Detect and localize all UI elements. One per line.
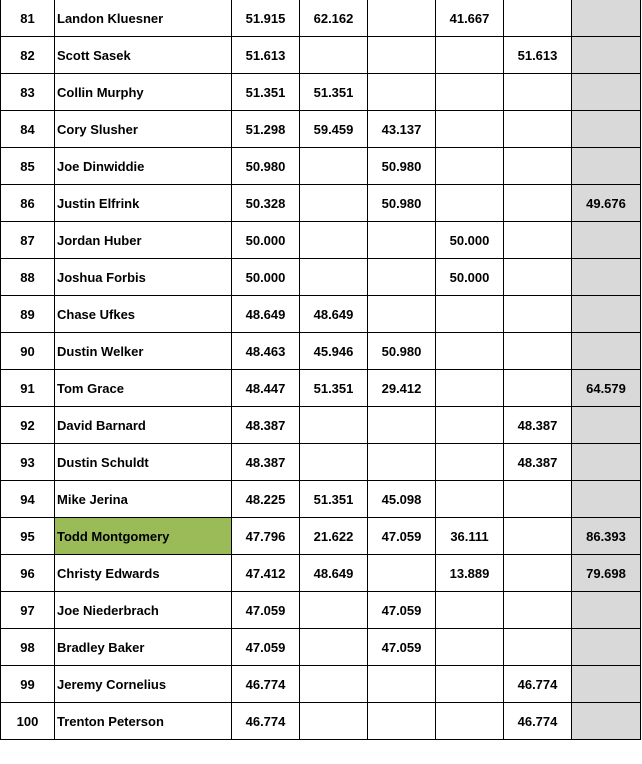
score-5-cell[interactable] bbox=[572, 666, 641, 703]
score-4-cell[interactable] bbox=[504, 111, 572, 148]
score-5-cell[interactable] bbox=[572, 0, 641, 37]
name-cell[interactable]: Jordan Huber bbox=[55, 222, 232, 259]
rank-cell[interactable]: 93 bbox=[1, 444, 55, 481]
table-row bbox=[1, 74, 641, 111]
score-5-cell[interactable] bbox=[572, 111, 641, 148]
rank-cell[interactable]: 83 bbox=[1, 74, 55, 111]
name-cell[interactable]: Dustin Schuldt bbox=[55, 444, 232, 481]
rank-cell[interactable]: 91 bbox=[1, 370, 55, 407]
score-4-cell[interactable] bbox=[504, 592, 572, 629]
score-5-cell[interactable] bbox=[572, 259, 641, 296]
rank-cell[interactable]: 89 bbox=[1, 296, 55, 333]
score-2-cell[interactable] bbox=[368, 666, 436, 703]
score-2-cell[interactable]: 43.137 bbox=[368, 111, 436, 148]
rank-cell[interactable]: 82 bbox=[1, 37, 55, 74]
score-1-cell[interactable]: 51.351 bbox=[300, 481, 368, 518]
table-row bbox=[1, 592, 641, 629]
rank-cell[interactable]: 84 bbox=[1, 111, 55, 148]
name-cell[interactable]: Dustin Welker bbox=[55, 333, 232, 370]
name-cell[interactable]: Trenton Peterson bbox=[55, 703, 232, 740]
name-cell[interactable]: Joshua Forbis bbox=[55, 259, 232, 296]
score-4-cell[interactable] bbox=[504, 74, 572, 111]
score-2-cell[interactable] bbox=[368, 407, 436, 444]
score-3-cell[interactable]: 36.111 bbox=[436, 518, 504, 555]
rank-cell[interactable]: 81 bbox=[1, 0, 55, 37]
table-row bbox=[1, 481, 641, 518]
score-5-cell[interactable]: 79.698 bbox=[572, 555, 641, 592]
rank-cell[interactable]: 85 bbox=[1, 148, 55, 185]
score-4-cell[interactable] bbox=[504, 518, 572, 555]
score-2-cell[interactable] bbox=[368, 259, 436, 296]
score-4-cell[interactable]: 51.613 bbox=[504, 37, 572, 74]
score-3-cell[interactable] bbox=[436, 370, 504, 407]
score-3-cell[interactable] bbox=[436, 333, 504, 370]
score-5-cell[interactable] bbox=[572, 296, 641, 333]
score-3-cell[interactable] bbox=[436, 74, 504, 111]
score-5-cell[interactable] bbox=[572, 333, 641, 370]
name-cell[interactable]: Joe Dinwiddie bbox=[55, 148, 232, 185]
table-row bbox=[1, 703, 641, 740]
score-2-cell[interactable]: 47.059 bbox=[368, 629, 436, 666]
score-5-cell[interactable] bbox=[572, 37, 641, 74]
table-row bbox=[1, 444, 641, 481]
score-4-cell[interactable] bbox=[504, 222, 572, 259]
table-row bbox=[1, 629, 641, 666]
score-1-cell[interactable] bbox=[300, 37, 368, 74]
score-1-cell[interactable]: 62.162 bbox=[300, 0, 368, 37]
name-cell[interactable]: Collin Murphy bbox=[55, 74, 232, 111]
name-cell[interactable]: Mike Jerina bbox=[55, 481, 232, 518]
rank-cell[interactable]: 99 bbox=[1, 666, 55, 703]
score-1-cell[interactable]: 21.622 bbox=[300, 518, 368, 555]
table-row bbox=[1, 148, 641, 185]
score-5-cell[interactable] bbox=[572, 407, 641, 444]
score-2-cell[interactable]: 50.980 bbox=[368, 148, 436, 185]
score-3-cell[interactable] bbox=[436, 185, 504, 222]
score-2-cell[interactable]: 29.412 bbox=[368, 370, 436, 407]
score-1-cell[interactable] bbox=[300, 629, 368, 666]
score-3-cell[interactable] bbox=[436, 148, 504, 185]
rank-cell[interactable]: 98 bbox=[1, 629, 55, 666]
rank-cell[interactable]: 100 bbox=[1, 703, 55, 740]
name-cell-highlighted[interactable]: Todd Montgomery bbox=[55, 518, 232, 555]
name-cell[interactable]: Cory Slusher bbox=[55, 111, 232, 148]
score-5-cell[interactable] bbox=[572, 592, 641, 629]
rank-cell[interactable]: 90 bbox=[1, 333, 55, 370]
score-5-cell[interactable] bbox=[572, 481, 641, 518]
total-score-cell[interactable]: 48.387 bbox=[232, 407, 300, 444]
score-5-cell[interactable] bbox=[572, 444, 641, 481]
score-2-cell[interactable] bbox=[368, 222, 436, 259]
score-4-cell[interactable] bbox=[504, 555, 572, 592]
name-cell[interactable]: Christy Edwards bbox=[55, 555, 232, 592]
table-row bbox=[1, 296, 641, 333]
name-cell[interactable]: Justin Elfrink bbox=[55, 185, 232, 222]
score-1-cell[interactable] bbox=[300, 407, 368, 444]
score-1-cell[interactable] bbox=[300, 148, 368, 185]
table-row bbox=[1, 407, 641, 444]
score-1-cell[interactable]: 48.649 bbox=[300, 555, 368, 592]
table-row bbox=[1, 666, 641, 703]
rank-cell[interactable]: 94 bbox=[1, 481, 55, 518]
table-row bbox=[1, 259, 641, 296]
table-row bbox=[1, 37, 641, 74]
total-score-cell[interactable]: 50.328 bbox=[232, 185, 300, 222]
score-4-cell[interactable] bbox=[504, 185, 572, 222]
score-4-cell[interactable] bbox=[504, 370, 572, 407]
score-2-cell[interactable] bbox=[368, 555, 436, 592]
score-2-cell[interactable] bbox=[368, 296, 436, 333]
name-cell[interactable]: Jeremy Cornelius bbox=[55, 666, 232, 703]
score-4-cell[interactable] bbox=[504, 481, 572, 518]
score-3-cell[interactable]: 50.000 bbox=[436, 222, 504, 259]
score-2-cell[interactable] bbox=[368, 37, 436, 74]
score-3-cell[interactable] bbox=[436, 37, 504, 74]
score-1-cell[interactable] bbox=[300, 666, 368, 703]
rank-cell[interactable]: 88 bbox=[1, 259, 55, 296]
score-1-cell[interactable]: 48.649 bbox=[300, 296, 368, 333]
score-4-cell[interactable]: 46.774 bbox=[504, 666, 572, 703]
score-2-cell[interactable]: 45.098 bbox=[368, 481, 436, 518]
score-3-cell[interactable] bbox=[436, 407, 504, 444]
score-2-cell[interactable]: 50.980 bbox=[368, 333, 436, 370]
score-4-cell[interactable] bbox=[504, 629, 572, 666]
table-row bbox=[1, 222, 641, 259]
score-4-cell[interactable] bbox=[504, 333, 572, 370]
score-2-cell[interactable]: 47.059 bbox=[368, 592, 436, 629]
table-row bbox=[1, 185, 641, 222]
score-5-cell[interactable] bbox=[572, 222, 641, 259]
score-5-cell[interactable]: 49.676 bbox=[572, 185, 641, 222]
score-3-cell[interactable]: 41.667 bbox=[436, 0, 504, 37]
total-score-cell[interactable]: 47.796 bbox=[232, 518, 300, 555]
name-cell[interactable]: Landon Kluesner bbox=[55, 0, 232, 37]
rank-cell[interactable]: 95 bbox=[1, 518, 55, 555]
score-2-cell[interactable]: 50.980 bbox=[368, 185, 436, 222]
total-score-cell[interactable]: 47.059 bbox=[232, 592, 300, 629]
score-5-cell[interactable] bbox=[572, 703, 641, 740]
rank-cell[interactable]: 92 bbox=[1, 407, 55, 444]
standings-rows bbox=[1, 0, 641, 740]
table-row bbox=[1, 518, 641, 555]
name-cell[interactable]: David Barnard bbox=[55, 407, 232, 444]
score-1-cell[interactable] bbox=[300, 259, 368, 296]
rank-cell[interactable]: 87 bbox=[1, 222, 55, 259]
score-4-cell[interactable] bbox=[504, 296, 572, 333]
total-score-cell[interactable]: 46.774 bbox=[232, 666, 300, 703]
name-cell[interactable]: Scott Sasek bbox=[55, 37, 232, 74]
total-score-cell[interactable]: 51.351 bbox=[232, 74, 300, 111]
score-5-cell[interactable] bbox=[572, 74, 641, 111]
score-3-cell[interactable]: 13.889 bbox=[436, 555, 504, 592]
table-row bbox=[1, 111, 641, 148]
name-cell[interactable]: Bradley Baker bbox=[55, 629, 232, 666]
score-2-cell[interactable]: 47.059 bbox=[368, 518, 436, 555]
score-1-cell[interactable] bbox=[300, 592, 368, 629]
table-row bbox=[1, 0, 641, 37]
score-3-cell[interactable] bbox=[436, 592, 504, 629]
total-score-cell[interactable]: 48.447 bbox=[232, 370, 300, 407]
total-score-cell[interactable]: 48.649 bbox=[232, 296, 300, 333]
total-score-cell[interactable]: 51.298 bbox=[232, 111, 300, 148]
table-row bbox=[1, 555, 641, 592]
score-1-cell[interactable]: 51.351 bbox=[300, 370, 368, 407]
name-cell[interactable]: Chase Ufkes bbox=[55, 296, 232, 333]
total-score-cell[interactable]: 48.387 bbox=[232, 444, 300, 481]
score-4-cell[interactable] bbox=[504, 259, 572, 296]
total-score-cell[interactable]: 46.774 bbox=[232, 703, 300, 740]
score-3-cell[interactable] bbox=[436, 444, 504, 481]
total-score-cell[interactable]: 51.613 bbox=[232, 37, 300, 74]
total-score-cell[interactable]: 50.000 bbox=[232, 222, 300, 259]
score-2-cell[interactable] bbox=[368, 74, 436, 111]
score-4-cell[interactable]: 48.387 bbox=[504, 444, 572, 481]
rank-cell[interactable]: 86 bbox=[1, 185, 55, 222]
score-1-cell[interactable]: 59.459 bbox=[300, 111, 368, 148]
score-4-cell[interactable] bbox=[504, 0, 572, 37]
score-4-cell[interactable]: 46.774 bbox=[504, 703, 572, 740]
total-score-cell[interactable]: 51.915 bbox=[232, 0, 300, 37]
total-score-cell[interactable]: 47.412 bbox=[232, 555, 300, 592]
total-score-cell[interactable]: 48.463 bbox=[232, 333, 300, 370]
score-3-cell[interactable]: 50.000 bbox=[436, 259, 504, 296]
score-2-cell[interactable] bbox=[368, 0, 436, 37]
score-5-cell[interactable] bbox=[572, 148, 641, 185]
score-1-cell[interactable]: 45.946 bbox=[300, 333, 368, 370]
score-2-cell[interactable] bbox=[368, 444, 436, 481]
score-1-cell[interactable]: 51.351 bbox=[300, 74, 368, 111]
score-3-cell[interactable] bbox=[436, 481, 504, 518]
total-score-cell[interactable]: 50.980 bbox=[232, 148, 300, 185]
table-row bbox=[1, 370, 641, 407]
table-row bbox=[1, 333, 641, 370]
score-5-cell[interactable] bbox=[572, 629, 641, 666]
name-cell[interactable]: Tom Grace bbox=[55, 370, 232, 407]
rank-cell[interactable]: 97 bbox=[1, 592, 55, 629]
score-4-cell[interactable] bbox=[504, 148, 572, 185]
score-1-cell[interactable] bbox=[300, 444, 368, 481]
score-1-cell[interactable] bbox=[300, 185, 368, 222]
score-3-cell[interactable] bbox=[436, 629, 504, 666]
rank-cell[interactable]: 96 bbox=[1, 555, 55, 592]
score-1-cell[interactable] bbox=[300, 703, 368, 740]
total-score-cell[interactable]: 48.225 bbox=[232, 481, 300, 518]
score-3-cell[interactable] bbox=[436, 111, 504, 148]
score-3-cell[interactable] bbox=[436, 666, 504, 703]
score-5-cell[interactable]: 86.393 bbox=[572, 518, 641, 555]
score-4-cell[interactable]: 48.387 bbox=[504, 407, 572, 444]
score-5-cell[interactable]: 64.579 bbox=[572, 370, 641, 407]
score-3-cell[interactable] bbox=[436, 703, 504, 740]
total-score-cell[interactable]: 50.000 bbox=[232, 259, 300, 296]
name-cell[interactable]: Joe Niederbrach bbox=[55, 592, 232, 629]
score-2-cell[interactable] bbox=[368, 703, 436, 740]
score-3-cell[interactable] bbox=[436, 296, 504, 333]
score-1-cell[interactable] bbox=[300, 222, 368, 259]
total-score-cell[interactable]: 47.059 bbox=[232, 629, 300, 666]
